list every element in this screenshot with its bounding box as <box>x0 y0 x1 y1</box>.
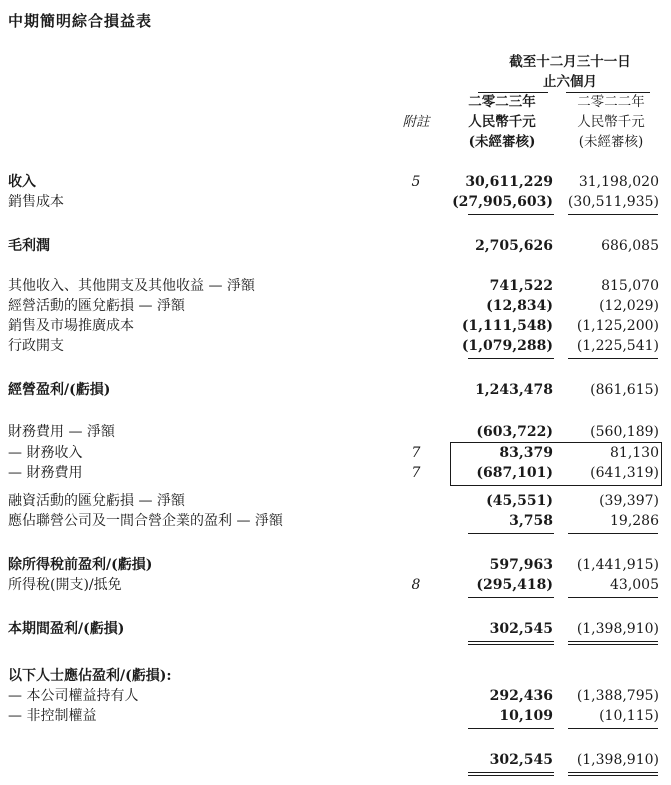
value-2022: 31,198,020 <box>578 174 659 190</box>
value-2023: (1,111,548) <box>461 318 553 334</box>
row-share-of-associates <box>0 511 671 531</box>
value-2023: 30,611,229 <box>465 174 553 190</box>
header-rule-2022 <box>566 92 650 93</box>
row-operating-fx-loss <box>0 296 671 316</box>
value-2023: 2,705,626 <box>475 238 553 254</box>
value-2022: (30,511,935) <box>567 194 659 210</box>
row-non-controlling <box>0 706 671 726</box>
subtotal-rule-2022 <box>568 533 658 534</box>
value-2022: (560,189) <box>590 424 659 440</box>
row-operating-profit <box>0 380 671 400</box>
row-label: — 非控制權益 <box>8 708 97 724</box>
subtotal-rule-2023 <box>468 358 554 359</box>
subtotal-rule-2023 <box>468 214 554 215</box>
value-2022: 686,085 <box>601 238 659 254</box>
subtotal-rule-2023 <box>468 597 554 598</box>
col-2022-audit: (未經審核) <box>578 134 644 150</box>
value-2022: (10,115) <box>599 708 659 724</box>
value-2023: 302,545 <box>489 621 553 637</box>
value-2023: (1,079,288) <box>461 338 553 354</box>
subtotal-rule-2022 <box>568 214 658 215</box>
subtotal-rule-2023 <box>468 728 554 729</box>
row-label: 本期間盈利/(虧損) <box>8 621 125 637</box>
value-2022: (39,397) <box>599 493 659 509</box>
value-2023: (45,551) <box>486 493 553 509</box>
row-other-income <box>0 276 671 296</box>
value-2023: (687,101) <box>476 465 553 481</box>
col-2023-audit: (未經審核) <box>468 134 536 150</box>
value-2022: 43,005 <box>610 577 659 593</box>
value-2023: (27,905,603) <box>452 194 553 210</box>
row-label: 毛利潤 <box>8 238 50 254</box>
value-2022: (861,615) <box>590 382 659 398</box>
row-label: 銷售成本 <box>8 194 64 210</box>
period-header-line2: 止六個月 <box>543 74 597 90</box>
value-2023: 597,963 <box>489 557 553 573</box>
row-label: 收入 <box>8 174 36 190</box>
header-rule-2023 <box>478 92 548 93</box>
row-admin-expenses <box>0 336 671 356</box>
value-2023: (295,418) <box>476 577 553 593</box>
value-2022: 81,130 <box>610 445 659 461</box>
value-2022: (1,398,910) <box>576 752 659 768</box>
statement-title: 中期簡明綜合損益表 <box>8 12 153 30</box>
row-finance-income <box>0 443 671 463</box>
row-label: 銷售及市場推廣成本 <box>8 318 134 334</box>
row-attributable-heading <box>0 666 671 686</box>
col-2023-unit: 人民幣千元 <box>468 114 536 130</box>
row-label: — 財務費用 <box>8 465 83 481</box>
row-equity-holders <box>0 686 671 706</box>
value-2022: 19,286 <box>610 513 659 529</box>
value-2023: 292,436 <box>489 688 553 704</box>
value-2022: (1,388,795) <box>576 688 659 704</box>
subtotal-rule-2023 <box>468 533 554 534</box>
row-profit-before-tax <box>0 555 671 575</box>
double-rule-2023-a <box>468 772 554 773</box>
row-label: 其他收入、其他開支及其他收益 — 淨額 <box>8 278 255 294</box>
double-rule-2022-a <box>568 641 658 642</box>
period-header-line1: 截至十二月三十一日 <box>509 54 631 70</box>
row-label: 行政開支 <box>8 338 64 354</box>
row-income-tax <box>0 575 671 595</box>
double-rule-2023-b <box>468 644 554 645</box>
subtotal-rule-2022 <box>568 358 658 359</box>
row-attributable-total <box>0 750 671 770</box>
value-2023: 83,379 <box>499 445 553 461</box>
row-financing-fx-loss <box>0 491 671 511</box>
row-label: 應佔聯營公司及一間合營企業的盈利 — 淨額 <box>8 513 283 529</box>
double-rule-2022-b <box>568 644 658 645</box>
note-column-header: 附註 <box>402 114 430 130</box>
double-rule-2023-a <box>468 641 554 642</box>
row-note: 8 <box>411 577 421 593</box>
row-revenue <box>0 172 671 192</box>
value-2022: (1,441,915) <box>576 557 659 573</box>
row-label: — 本公司權益持有人 <box>8 688 139 704</box>
row-finance-expense <box>0 463 671 483</box>
row-note: 7 <box>411 465 421 481</box>
row-cost-of-sales <box>0 192 671 212</box>
row-gross-profit <box>0 236 671 256</box>
value-2023: (603,722) <box>476 424 553 440</box>
value-2023: 3,758 <box>509 513 553 529</box>
row-label: 除所得稅前盈利/(虧損) <box>8 557 153 573</box>
row-label: 經營活動的匯兌虧損 — 淨額 <box>8 298 185 314</box>
value-2023: (12,834) <box>486 298 553 314</box>
row-note: 5 <box>411 174 421 190</box>
subtotal-rule-2022 <box>568 728 658 729</box>
row-label: — 財務收入 <box>8 445 83 461</box>
value-2023: 10,109 <box>499 708 553 724</box>
row-note: 7 <box>411 445 421 461</box>
value-2022: (641,319) <box>590 465 659 481</box>
row-selling-marketing <box>0 316 671 336</box>
double-rule-2023-b <box>468 775 554 776</box>
value-2022: (12,029) <box>599 298 659 314</box>
value-2022: (1,125,200) <box>576 318 659 334</box>
value-2023: 741,522 <box>489 278 553 294</box>
row-label: 所得稅(開支)/抵免 <box>8 577 122 593</box>
row-label: 融資活動的匯兌虧損 — 淨額 <box>8 493 185 509</box>
value-2022: (1,398,910) <box>576 621 659 637</box>
subtotal-rule-2022 <box>568 597 658 598</box>
col-2022-unit: 人民幣千元 <box>577 114 645 130</box>
value-2023: 1,243,478 <box>475 382 553 398</box>
value-2022: (1,225,541) <box>576 338 659 354</box>
row-profit-for-period <box>0 619 671 639</box>
col-2023-year: 二零二三年 <box>468 94 536 110</box>
row-finance-costs-net <box>0 422 671 442</box>
row-label: 以下人士應佔盈利/(虧損): <box>8 668 172 684</box>
row-label: 經營盈利/(虧損) <box>8 382 111 398</box>
row-label: 財務費用 — 淨額 <box>8 424 115 440</box>
col-2022-year: 二零二二年 <box>577 94 645 110</box>
double-rule-2022-a <box>568 772 658 773</box>
value-2022: 815,070 <box>601 278 659 294</box>
double-rule-2022-b <box>568 775 658 776</box>
value-2023: 302,545 <box>489 752 553 768</box>
